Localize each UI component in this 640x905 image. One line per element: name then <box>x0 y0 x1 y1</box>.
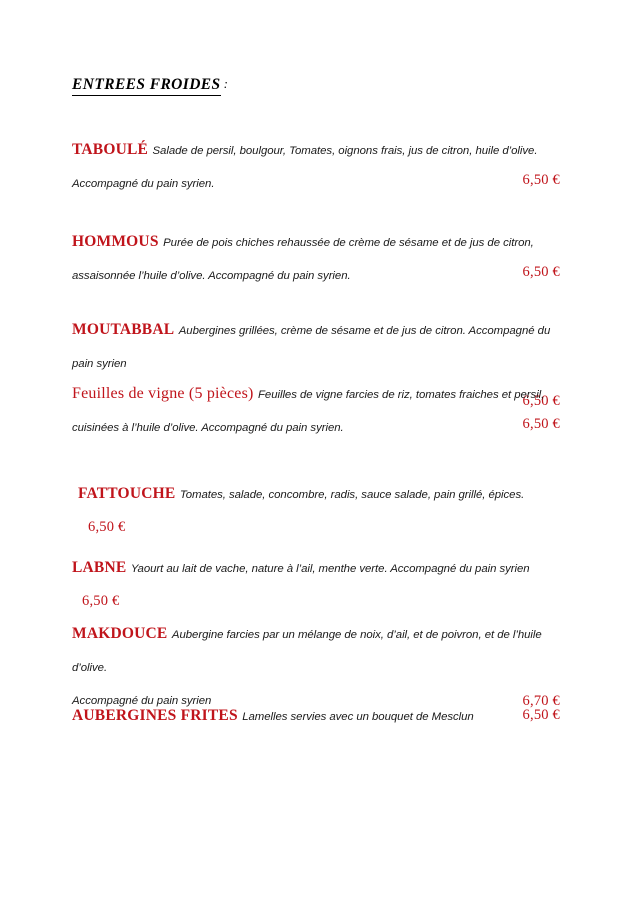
menu-item-name: TABOULÉ <box>72 141 149 158</box>
menu-item-price: 6,50 € <box>88 519 126 535</box>
section-heading <box>72 76 228 94</box>
menu-item-name: MOUTABBAL <box>72 321 175 338</box>
menu-item-price: 6,50 € <box>522 393 560 409</box>
menu-item-body <box>72 700 560 733</box>
menu-item-body <box>72 226 560 292</box>
menu-item-name: AUBERGINES FRITES <box>72 707 238 724</box>
menu-item-name: HOMMOUS <box>72 233 159 250</box>
menu-item-description: Yaourt au lait de vache, nature à l’ail, menthe verte. Accompagné du pain syrien <box>130 563 530 575</box>
menu-item-body <box>72 378 560 444</box>
menu-item-name: FATTOUCHE <box>78 485 176 502</box>
menu-item-price: 6,50 € <box>82 593 120 609</box>
menu-item-price: 6,70 € <box>522 693 560 709</box>
menu-item-aubergines-frites <box>72 700 560 733</box>
menu-item-description: Aubergines grillées, crème de sésame et de jus de citron. Accompagné du pain syrien <box>72 325 551 370</box>
menu-item-description: Feuilles de vigne farcies de riz, tomates fraiches et persil, cuisinées à l’huile d’olive. Accompagné du pain syrien. <box>72 389 545 434</box>
menu-item-price: 6,50 € <box>522 172 560 188</box>
menu-item-name: Feuilles de vigne (5 pièces) <box>72 385 254 402</box>
menu-item-price: 6,50 € <box>522 416 560 432</box>
menu-item-description-line2: Accompagné du pain syrien <box>72 695 212 707</box>
section-heading-punctuation: : <box>223 76 229 91</box>
menu-item-labne <box>72 552 560 617</box>
menu-item-body <box>78 478 560 543</box>
menu-item-description: Lamelles servies avec un bouquet de Mesclun <box>242 711 474 723</box>
menu-item-description: Tomates, salade, concombre, radis, sauce salade, pain grillé, épices. <box>179 489 525 501</box>
menu-item-price: 6,50 € <box>522 707 560 723</box>
menu-item-name: LABNE <box>72 559 127 576</box>
menu-item-hommous <box>72 226 560 292</box>
menu-item-body <box>72 134 560 200</box>
menu-item-taboule <box>72 134 560 200</box>
menu-item-fattouche <box>78 478 560 543</box>
menu-item-description: Purée de pois chiches rehaussée de crème de sésame et de jus de citron, assaisonnée l’huile d’olive. Accompagné du pain syrien. <box>72 237 534 282</box>
menu-item-feuilles-de-vigne <box>72 378 560 444</box>
menu-item-name: MAKDOUCE <box>72 625 168 642</box>
menu-item-body <box>72 618 560 684</box>
section-heading-text: ENTREES FROIDES <box>72 76 221 96</box>
menu-item-price: 6,50 € <box>522 264 560 280</box>
menu-item-description: Salade de persil, boulgour, Tomates, oignons frais, jus de citron, huile d’olive. Accompagné du pain syrien. <box>72 145 538 190</box>
menu-item-body <box>72 552 560 617</box>
menu-item-body <box>72 314 560 380</box>
menu-item-description: Aubergine farcies par un mélange de noix, d’ail, et de poivron, et de l’huile d’olive. <box>72 629 542 674</box>
